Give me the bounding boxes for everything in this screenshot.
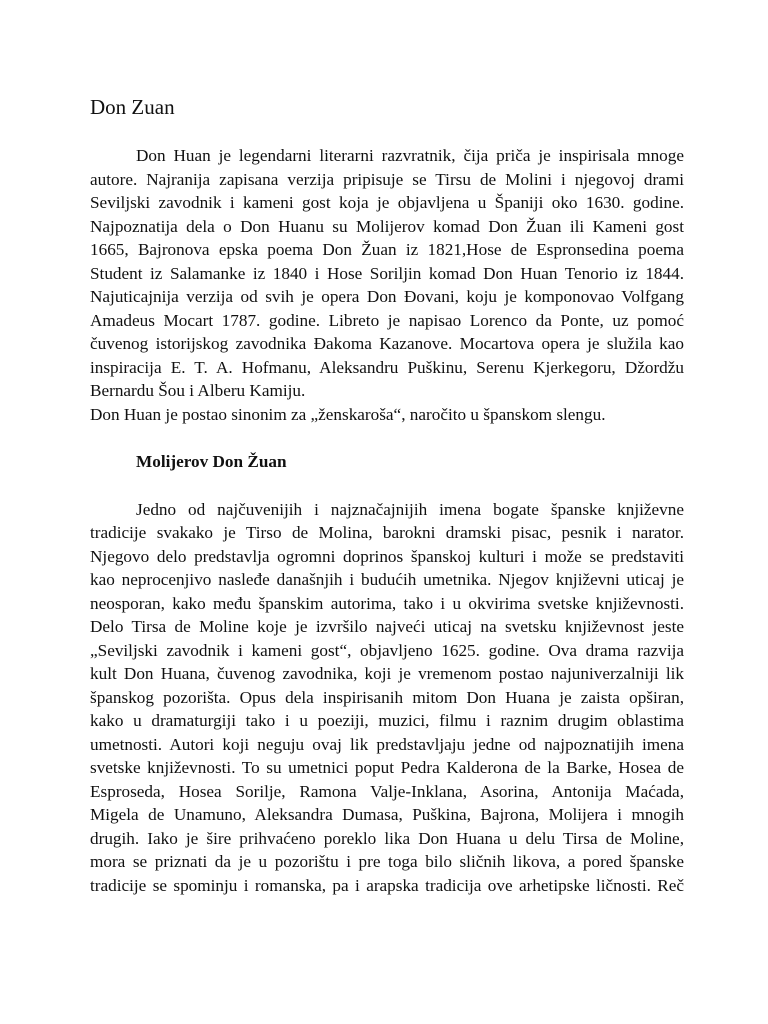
- text-line: drugih. Iako je šire prihvaćeno poreklo lika Don Huana u delu Tirsa de Moline,: [90, 828, 684, 848]
- text-line: Don Huan je legendarni literarni razvratnik, čija priča je inspirisala mnoge: [136, 146, 684, 165]
- text-line: mora se priznati da je u pozorištu i pre toga bilo sličnih likova, a pored španske: [90, 852, 684, 871]
- text-line: tradicije se spominju i romanska, pa i arapska tradicija ove arhetipske ličnosti. Reč: [90, 875, 684, 895]
- text-line: tradicije svakako je Tirso de Molina, barokni dramski pisac, pesnik i narator.: [90, 523, 684, 542]
- text-line: umetnosti. Autori koji neguju ovaj lik predstavljaju jedne od najpoznatijih imena: [90, 734, 684, 754]
- text-line: Esproseda, Hosea Sorilje, Ramona Valje-Inklana, Asorina, Antonija Maćada,: [90, 781, 684, 801]
- text-line: španskog pozorišta. Opus dela inspirisanih mitom Don Huana je zaista opširan,: [90, 687, 684, 707]
- intro-paragraph: [90, 144, 684, 426]
- section-paragraph: [90, 498, 684, 898]
- section-heading: Molijerov Don Žuan: [136, 452, 287, 471]
- document-title: Don Zuan: [90, 95, 175, 119]
- text-line: 1665, Bajronova epska poema Don Žuan iz 1821,Hose de Espronsedina poema: [90, 240, 684, 259]
- text-line: neosporan, kako među španskim autorima, tako i u okvirima svetske književnosti.: [90, 593, 684, 613]
- intro-closing-line: Don Huan je postao sinonim za „ženskaroša“, naročito u španskom slengu.: [90, 404, 606, 424]
- text-line: Najpoznatija dela o Don Huanu su Molijerov komad Don Žuan ili Kameni gost: [90, 216, 684, 236]
- text-line: Najuticajnija verzija od svih je opera Don Đovani, koju je komponovao Volfgang: [90, 287, 684, 306]
- text-line: Migela de Unamuno, Aleksandra Dumasa, Puškina, Bajrona, Molijera i mnogih: [90, 805, 684, 824]
- text-line: svetske književnosti. To su umetnici poput Pedra Kalderona de la Barke, Hosea de: [90, 758, 684, 777]
- text-line: Amadeus Mocart 1787. godine. Libreto je napisao Lorenco da Ponte, uz pomoć: [90, 310, 684, 330]
- text-line: Bernardu Šou i Alberu Kamiju.: [90, 381, 306, 400]
- text-line: Jedno od najčuvenijih i najznačajnijih imena bogate španske književne: [136, 499, 684, 519]
- text-line: čuvenog istorijskog zavodnika Đakoma Kazanove. Mocartova opera je služila kao: [90, 334, 684, 353]
- text-line: kult Don Huana, čuvenog zavodnika, koji je vremenom postao najuniverzalniji lik: [90, 664, 684, 683]
- text-line: Delo Tirsa de Moline koje je izvršilo najveći uticaj na svetsku književnost jeste: [90, 617, 684, 636]
- text-line: kako u dramaturgiji tako i u poeziji, muzici, filmu i raznim drugim oblastima: [90, 711, 684, 730]
- text-line: „Seviljski zavodnik i kameni gost“, objavljeno 1625. godine. Ova drama razvija: [90, 640, 684, 660]
- text-line: kao neprocenjivo nasleđe današnjih i budućih umetnika. Njegov književni uticaj je: [90, 570, 684, 589]
- text-line: inspiracija E. T. A. Hofmanu, Aleksandru Puškinu, Serenu Kjerkegoru, Džordžu: [90, 357, 684, 377]
- text-line: Seviljski zavodnik i kameni gost koja je objavljena u Španiji oko 1630. godine.: [90, 193, 684, 212]
- text-line: Student iz Salamanke iz 1840 i Hose Soriljin komad Don Huan Tenorio iz 1844.: [90, 263, 684, 283]
- document-page: [90, 92, 684, 897]
- text-line: Njegovo delo predstavlja ogromni doprinos španskoj kulturi i može se predstaviti: [90, 546, 684, 566]
- text-line: autore. Najranija zapisana verzija pripisuje se Tirsu de Molini i njegovoj drami: [90, 169, 684, 189]
